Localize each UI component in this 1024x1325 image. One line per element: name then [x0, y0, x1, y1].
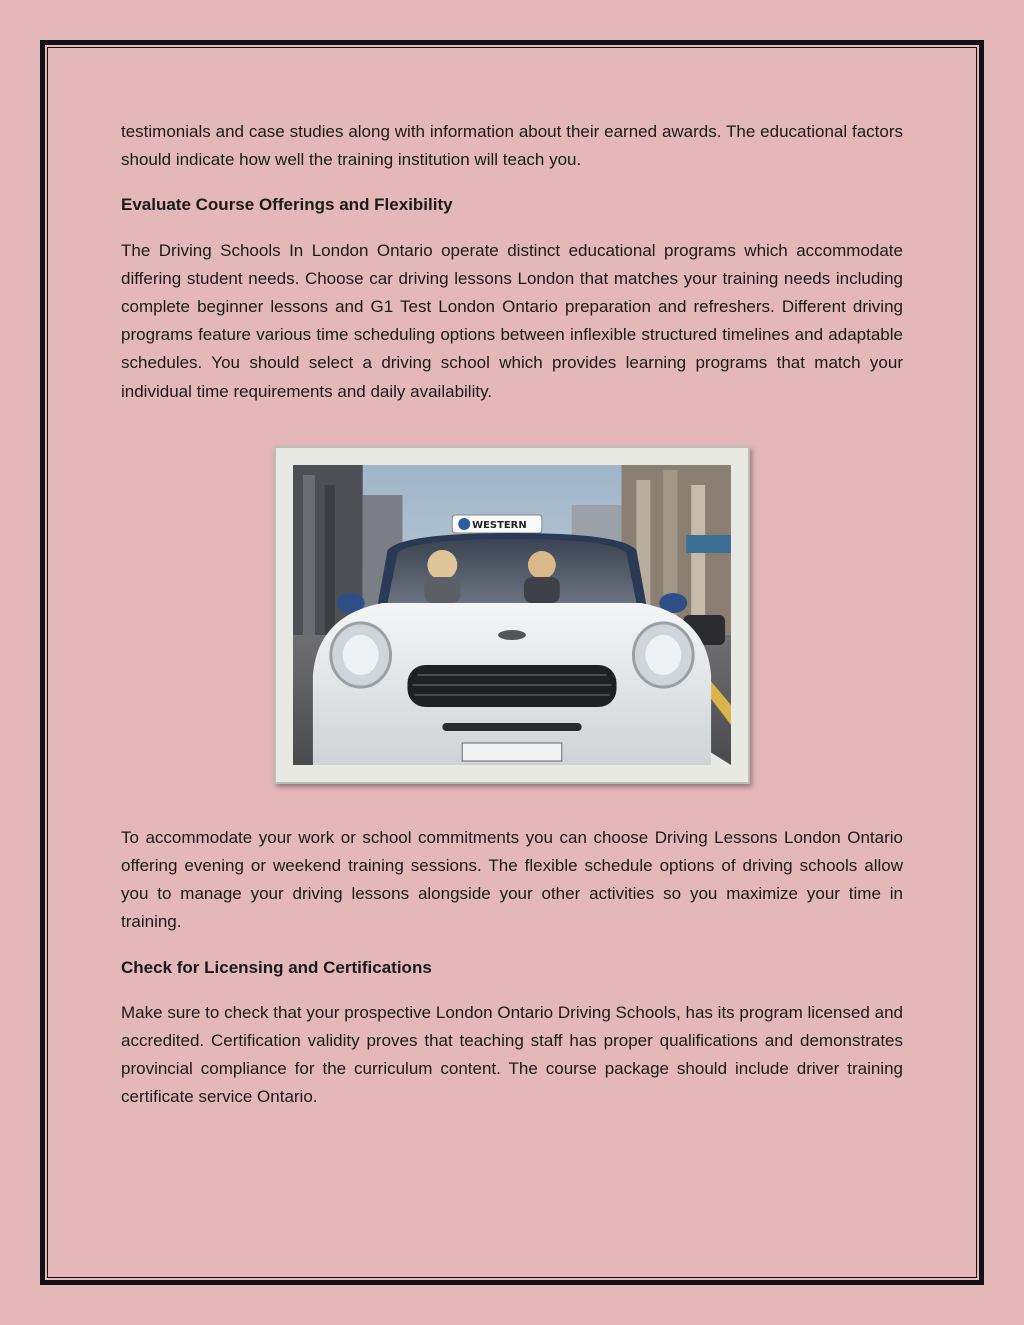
course-paragraph: The Driving Schools In London Ontario operate distinct educational programs which accommodate differing student needs. Choose car driving lessons London that matches your training needs including complete beginner lessons and G1 Test London Ontario preparation and refreshers. Different driving programs feature various time scheduling options between inflexible structured timelines and adaptable schedules. You should select a driving school which provides learning programs that match your individual time requirements and daily availability.	[121, 240, 903, 401]
schedule-paragraph: To accommodate your work or school commitments you can choose Driving Lessons London Ontario offering evening or weekend training sessions. The flexible schedule options of driving schools allow you to manage your driving lessons alongside your other activities so you maximize your time in training.	[121, 827, 903, 932]
licensing-paragraph: Make sure to check that your prospective London Ontario Driving Schools, has its program licensed and accredited. Certification validity proves that teaching staff has proper qualifications and demonstrates provincial compliance for the curriculum content. The course package should include driver training certificate service Ontario.	[121, 1002, 903, 1107]
intro-paragraph: testimonials and case studies along with information about their earned awards. The educational factors should indicate how well the training institution will teach you.	[121, 122, 903, 170]
heading-licensing: Check for Licensing and Certifications	[121, 957, 432, 977]
figure	[121, 446, 903, 784]
driving-school-car-photo	[293, 465, 731, 765]
document-body	[121, 118, 903, 1129]
roof-sign-text: WESTERN	[472, 519, 527, 531]
heading-course-offerings: Evaluate Course Offerings and Flexibility	[121, 195, 453, 215]
photo-frame	[274, 446, 750, 784]
